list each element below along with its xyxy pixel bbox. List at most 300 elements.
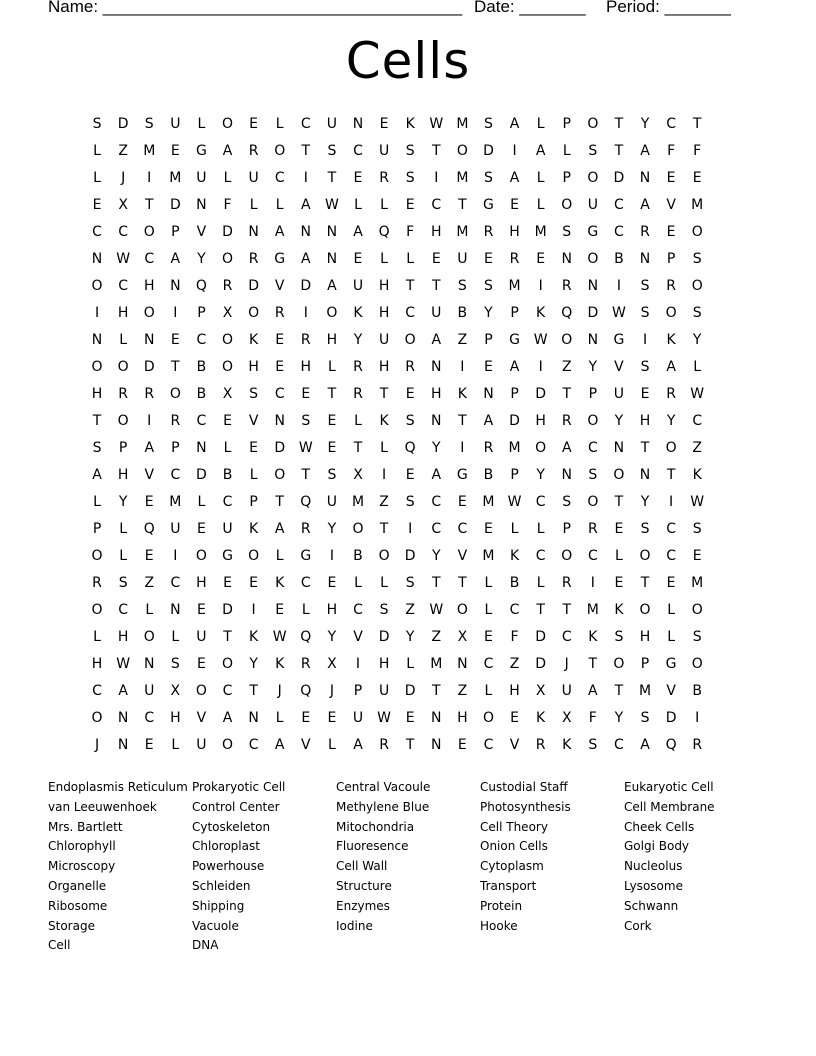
grid-letter[interactable]: E bbox=[666, 170, 676, 186]
grid-letter[interactable]: R bbox=[666, 278, 676, 294]
grid-letter[interactable]: W bbox=[507, 494, 522, 510]
grid-letter[interactable]: G bbox=[613, 332, 625, 348]
grid-letter[interactable]: R bbox=[692, 737, 703, 753]
grid-letter[interactable]: O bbox=[143, 224, 155, 240]
grid-letter[interactable]: C bbox=[118, 224, 129, 240]
grid-letter[interactable]: U bbox=[378, 683, 390, 699]
grid-letter[interactable]: H bbox=[170, 710, 181, 726]
grid-letter[interactable]: T bbox=[249, 683, 258, 699]
grid-letter[interactable]: S bbox=[640, 278, 650, 294]
grid-letter[interactable]: L bbox=[119, 521, 128, 537]
grid-letter[interactable]: V bbox=[144, 467, 155, 483]
grid-letter[interactable]: C bbox=[587, 440, 598, 456]
grid-letter[interactable]: I bbox=[408, 521, 413, 537]
grid-letter[interactable]: T bbox=[640, 440, 650, 456]
grid-letter[interactable]: E bbox=[484, 629, 493, 645]
grid-letter[interactable]: P bbox=[510, 386, 519, 402]
grid-letter[interactable]: A bbox=[327, 278, 337, 294]
grid-letter[interactable]: J bbox=[564, 656, 569, 672]
grid-letter[interactable]: O bbox=[169, 386, 181, 402]
grid-letter[interactable]: N bbox=[326, 251, 338, 267]
grid-letter[interactable]: E bbox=[301, 386, 311, 402]
grid-letter[interactable]: U bbox=[196, 629, 207, 645]
grid-letter[interactable]: X bbox=[222, 386, 233, 402]
grid-letter[interactable]: T bbox=[562, 386, 572, 402]
grid-letter[interactable]: O bbox=[326, 305, 338, 321]
grid-letter[interactable]: T bbox=[692, 116, 702, 132]
grid-letter[interactable]: O bbox=[613, 656, 625, 672]
grid-letter[interactable]: E bbox=[92, 197, 102, 213]
grid-letter[interactable]: I bbox=[147, 413, 152, 429]
grid-letter[interactable]: O bbox=[665, 305, 677, 321]
grid-letter[interactable]: S bbox=[692, 521, 702, 537]
grid-letter[interactable]: N bbox=[431, 710, 442, 726]
grid-letter[interactable]: T bbox=[379, 386, 389, 402]
grid-letter[interactable]: G bbox=[587, 224, 599, 240]
grid-letter[interactable]: C bbox=[222, 494, 233, 510]
grid-letter[interactable]: L bbox=[171, 737, 180, 753]
grid-letter[interactable]: K bbox=[692, 467, 702, 483]
grid-letter[interactable]: X bbox=[535, 683, 546, 699]
grid-letter[interactable]: U bbox=[431, 305, 442, 321]
grid-letter[interactable]: P bbox=[666, 251, 676, 267]
grid-letter[interactable]: L bbox=[406, 251, 415, 267]
grid-letter[interactable]: D bbox=[222, 224, 233, 240]
grid-letter[interactable]: K bbox=[562, 737, 572, 753]
grid-letter[interactable]: V bbox=[666, 683, 676, 699]
grid-letter[interactable]: O bbox=[613, 467, 625, 483]
grid-letter[interactable]: R bbox=[353, 359, 363, 375]
grid-letter[interactable]: Z bbox=[118, 143, 128, 159]
grid-letter[interactable]: D bbox=[535, 629, 547, 645]
grid-letter[interactable]: Z bbox=[692, 440, 702, 456]
grid-letter[interactable]: C bbox=[431, 494, 442, 510]
grid-letter[interactable]: W bbox=[272, 629, 287, 645]
grid-letter[interactable]: R bbox=[509, 251, 520, 267]
grid-letter[interactable]: U bbox=[561, 683, 572, 699]
grid-letter[interactable]: I bbox=[512, 143, 517, 159]
grid-letter[interactable]: C bbox=[614, 737, 624, 753]
grid-letter[interactable]: T bbox=[379, 521, 389, 537]
grid-letter[interactable]: I bbox=[538, 359, 543, 375]
grid-letter[interactable]: L bbox=[327, 737, 336, 753]
grid-letter[interactable]: L bbox=[380, 440, 388, 456]
grid-letter[interactable]: T bbox=[223, 629, 232, 645]
grid-letter[interactable]: L bbox=[275, 116, 284, 132]
grid-letter[interactable]: H bbox=[91, 656, 103, 672]
grid-letter[interactable]: H bbox=[300, 359, 312, 375]
grid-letter[interactable]: A bbox=[144, 440, 155, 456]
grid-letter[interactable]: O bbox=[561, 548, 573, 564]
grid-letter[interactable]: Q bbox=[300, 683, 312, 699]
grid-letter[interactable]: T bbox=[614, 683, 624, 699]
grid-letter[interactable]: S bbox=[92, 440, 102, 456]
grid-letter[interactable]: D bbox=[509, 413, 520, 429]
grid-letter[interactable]: T bbox=[458, 575, 467, 591]
grid-letter[interactable]: W bbox=[377, 710, 391, 726]
grid-letter[interactable]: S bbox=[588, 737, 598, 753]
grid-letter[interactable]: C bbox=[248, 737, 259, 753]
grid-letter[interactable]: K bbox=[353, 305, 363, 321]
grid-letter[interactable]: N bbox=[117, 737, 129, 753]
grid-letter[interactable]: S bbox=[692, 305, 702, 321]
grid-letter[interactable]: T bbox=[144, 197, 154, 213]
grid-letter[interactable]: U bbox=[457, 251, 468, 267]
grid-letter[interactable]: Y bbox=[353, 332, 363, 348]
grid-letter[interactable]: F bbox=[223, 197, 232, 213]
grid-letter[interactable]: Y bbox=[197, 251, 206, 267]
grid-letter[interactable]: N bbox=[561, 467, 572, 483]
grid-letter[interactable]: N bbox=[91, 251, 103, 267]
grid-letter[interactable]: I bbox=[251, 602, 256, 618]
grid-letter[interactable]: J bbox=[329, 683, 334, 699]
grid-letter[interactable]: P bbox=[171, 440, 180, 456]
grid-letter[interactable]: A bbox=[535, 143, 546, 159]
grid-letter[interactable]: S bbox=[405, 575, 415, 591]
grid-letter[interactable]: A bbox=[509, 359, 520, 375]
grid-letter[interactable]: Y bbox=[431, 548, 441, 564]
grid-letter[interactable]: O bbox=[222, 332, 234, 348]
grid-letter[interactable]: Z bbox=[457, 683, 468, 699]
grid-letter[interactable]: E bbox=[510, 197, 519, 213]
grid-letter[interactable]: S bbox=[92, 116, 102, 132]
grid-letter[interactable]: Q bbox=[404, 440, 416, 456]
grid-letter[interactable]: Y bbox=[588, 359, 598, 375]
grid-letter[interactable]: E bbox=[170, 143, 180, 159]
grid-letter[interactable]: S bbox=[457, 278, 467, 294]
grid-letter[interactable]: C bbox=[509, 602, 520, 618]
grid-letter[interactable]: E bbox=[301, 710, 311, 726]
grid-letter[interactable]: R bbox=[248, 251, 259, 267]
grid-letter[interactable]: T bbox=[353, 440, 363, 456]
grid-letter[interactable]: C bbox=[431, 521, 442, 537]
grid-letter[interactable]: K bbox=[249, 629, 259, 645]
grid-letter[interactable]: I bbox=[434, 170, 439, 186]
grid-letter[interactable]: L bbox=[536, 197, 545, 213]
grid-letter[interactable]: A bbox=[431, 467, 442, 483]
grid-letter[interactable]: L bbox=[275, 197, 284, 213]
grid-letter[interactable]: R bbox=[640, 224, 650, 240]
grid-letter[interactable]: Y bbox=[484, 305, 493, 321]
grid-letter[interactable]: T bbox=[614, 494, 624, 510]
grid-letter[interactable]: L bbox=[171, 629, 180, 645]
grid-letter[interactable]: E bbox=[196, 521, 206, 537]
grid-letter[interactable]: H bbox=[378, 656, 390, 672]
grid-letter[interactable]: N bbox=[483, 386, 494, 402]
grid-letter[interactable]: D bbox=[535, 386, 547, 402]
grid-letter[interactable]: L bbox=[406, 656, 415, 672]
grid-letter[interactable]: O bbox=[378, 548, 390, 564]
grid-letter[interactable]: N bbox=[248, 224, 259, 240]
grid-letter[interactable]: E bbox=[249, 440, 259, 456]
grid-letter[interactable]: R bbox=[561, 575, 572, 591]
grid-letter[interactable]: P bbox=[510, 467, 519, 483]
grid-letter[interactable]: M bbox=[169, 170, 182, 186]
grid-letter[interactable]: X bbox=[327, 656, 337, 672]
grid-letter[interactable]: M bbox=[508, 440, 521, 456]
grid-letter[interactable]: A bbox=[222, 710, 233, 726]
grid-letter[interactable]: H bbox=[509, 683, 520, 699]
grid-letter[interactable]: E bbox=[327, 575, 337, 591]
grid-letter[interactable]: O bbox=[195, 548, 207, 564]
grid-letter[interactable]: C bbox=[196, 413, 207, 429]
grid-letter[interactable]: N bbox=[431, 737, 442, 753]
grid-letter[interactable]: C bbox=[353, 602, 363, 618]
grid-letter[interactable]: E bbox=[666, 575, 676, 591]
grid-letter[interactable]: O bbox=[587, 251, 599, 267]
grid-letter[interactable]: H bbox=[117, 629, 129, 645]
grid-letter[interactable]: E bbox=[692, 170, 702, 186]
grid-letter[interactable]: R bbox=[118, 386, 128, 402]
grid-letter[interactable]: A bbox=[509, 116, 520, 132]
grid-letter[interactable]: A bbox=[274, 521, 285, 537]
grid-letter[interactable]: U bbox=[326, 116, 338, 132]
grid-letter[interactable]: W bbox=[690, 386, 705, 402]
grid-letter[interactable]: I bbox=[460, 359, 465, 375]
grid-letter[interactable]: M bbox=[482, 494, 495, 510]
grid-letter[interactable]: T bbox=[666, 467, 676, 483]
grid-letter[interactable]: N bbox=[91, 332, 103, 348]
grid-letter[interactable]: K bbox=[457, 386, 467, 402]
grid-letter[interactable]: T bbox=[92, 413, 102, 429]
grid-letter[interactable]: K bbox=[275, 656, 285, 672]
grid-letter[interactable]: A bbox=[274, 224, 285, 240]
grid-letter[interactable]: O bbox=[665, 440, 677, 456]
grid-letter[interactable]: E bbox=[405, 710, 415, 726]
grid-letter[interactable]: W bbox=[533, 332, 548, 348]
grid-letter[interactable]: O bbox=[482, 710, 494, 726]
grid-letter[interactable]: E bbox=[327, 710, 337, 726]
grid-letter[interactable]: D bbox=[665, 710, 677, 726]
grid-letter[interactable]: L bbox=[249, 467, 258, 483]
grid-letter[interactable]: R bbox=[274, 305, 285, 321]
grid-letter[interactable]: U bbox=[144, 683, 155, 699]
grid-letter[interactable]: F bbox=[510, 629, 519, 645]
grid-letter[interactable]: Q bbox=[378, 224, 390, 240]
grid-letter[interactable]: S bbox=[249, 386, 259, 402]
grid-letter[interactable]: M bbox=[456, 170, 469, 186]
grid-letter[interactable]: C bbox=[535, 494, 546, 510]
grid-letter[interactable]: M bbox=[456, 224, 469, 240]
grid-letter[interactable]: E bbox=[249, 116, 259, 132]
grid-letter[interactable]: L bbox=[354, 197, 362, 213]
grid-letter[interactable]: S bbox=[484, 278, 493, 294]
grid-letter[interactable]: A bbox=[274, 737, 285, 753]
grid-letter[interactable]: N bbox=[457, 656, 468, 672]
grid-letter[interactable]: N bbox=[326, 224, 338, 240]
grid-letter[interactable]: C bbox=[692, 413, 703, 429]
grid-letter[interactable]: L bbox=[536, 116, 545, 132]
grid-letter[interactable]: F bbox=[406, 224, 415, 240]
grid-letter[interactable]: O bbox=[639, 548, 651, 564]
grid-letter[interactable]: U bbox=[613, 386, 625, 402]
grid-letter[interactable]: S bbox=[562, 494, 572, 510]
grid-letter[interactable]: R bbox=[666, 386, 676, 402]
grid-letter[interactable]: L bbox=[275, 710, 284, 726]
grid-letter[interactable]: L bbox=[354, 413, 362, 429]
grid-letter[interactable]: O bbox=[91, 548, 103, 564]
grid-letter[interactable]: E bbox=[405, 197, 415, 213]
grid-letter[interactable]: M bbox=[691, 575, 704, 591]
grid-letter[interactable]: M bbox=[430, 656, 443, 672]
grid-letter[interactable]: L bbox=[484, 602, 493, 618]
grid-letter[interactable]: B bbox=[353, 548, 363, 564]
grid-letter[interactable]: L bbox=[380, 575, 388, 591]
grid-letter[interactable]: A bbox=[483, 413, 494, 429]
grid-letter[interactable]: T bbox=[431, 575, 441, 591]
grid-letter[interactable]: L bbox=[93, 170, 101, 186]
grid-letter[interactable]: R bbox=[379, 170, 389, 186]
grid-letter[interactable]: B bbox=[692, 683, 702, 699]
grid-letter[interactable]: D bbox=[300, 278, 312, 294]
grid-letter[interactable]: A bbox=[588, 683, 598, 699]
grid-letter[interactable]: A bbox=[640, 737, 650, 753]
grid-letter[interactable]: A bbox=[301, 197, 311, 213]
grid-letter[interactable]: J bbox=[94, 737, 100, 753]
grid-letter[interactable]: O bbox=[274, 467, 286, 483]
grid-letter[interactable]: K bbox=[249, 332, 259, 348]
grid-letter[interactable]: H bbox=[431, 224, 442, 240]
grid-letter[interactable]: D bbox=[248, 278, 259, 294]
grid-letter[interactable]: P bbox=[562, 521, 571, 537]
grid-letter[interactable]: T bbox=[458, 197, 467, 213]
grid-letter[interactable]: F bbox=[588, 710, 597, 726]
grid-letter[interactable]: M bbox=[482, 548, 495, 564]
grid-letter[interactable]: L bbox=[275, 548, 284, 564]
grid-letter[interactable]: H bbox=[326, 602, 338, 618]
grid-letter[interactable]: U bbox=[248, 170, 259, 186]
grid-letter[interactable]: C bbox=[144, 710, 155, 726]
grid-letter[interactable]: U bbox=[352, 710, 364, 726]
grid-letter[interactable]: K bbox=[275, 575, 285, 591]
grid-letter[interactable]: O bbox=[91, 278, 103, 294]
grid-letter[interactable]: B bbox=[614, 251, 624, 267]
grid-letter[interactable]: O bbox=[561, 197, 573, 213]
grid-letter[interactable]: O bbox=[456, 602, 468, 618]
grid-letter[interactable]: Z bbox=[405, 602, 415, 618]
grid-letter[interactable]: C bbox=[483, 656, 494, 672]
grid-letter[interactable]: O bbox=[639, 602, 651, 618]
grid-letter[interactable]: R bbox=[222, 278, 233, 294]
grid-letter[interactable]: H bbox=[378, 359, 390, 375]
grid-letter[interactable]: T bbox=[588, 656, 598, 672]
grid-letter[interactable]: I bbox=[642, 332, 648, 348]
grid-letter[interactable]: A bbox=[431, 332, 442, 348]
grid-letter[interactable]: T bbox=[536, 602, 545, 618]
grid-letter[interactable]: E bbox=[196, 656, 206, 672]
grid-letter[interactable]: D bbox=[483, 143, 494, 159]
grid-letter[interactable]: E bbox=[275, 332, 285, 348]
grid-letter[interactable]: T bbox=[614, 143, 624, 159]
grid-letter[interactable]: T bbox=[405, 737, 415, 753]
grid-letter[interactable]: X bbox=[457, 629, 468, 645]
grid-letter[interactable]: H bbox=[639, 629, 651, 645]
grid-letter[interactable]: D bbox=[222, 602, 233, 618]
grid-letter[interactable]: P bbox=[171, 224, 180, 240]
grid-letter[interactable]: D bbox=[378, 629, 390, 645]
grid-letter[interactable]: D bbox=[196, 467, 207, 483]
grid-letter[interactable]: V bbox=[457, 548, 468, 564]
grid-letter[interactable]: L bbox=[536, 521, 545, 537]
grid-letter[interactable]: E bbox=[405, 467, 415, 483]
grid-letter[interactable]: K bbox=[666, 332, 676, 348]
grid-letter[interactable]: O bbox=[691, 656, 703, 672]
grid-letter[interactable]: G bbox=[274, 251, 286, 267]
grid-letter[interactable]: K bbox=[536, 305, 546, 321]
grid-letter[interactable]: S bbox=[144, 116, 154, 132]
grid-letter[interactable]: M bbox=[586, 602, 599, 618]
grid-letter[interactable]: U bbox=[196, 170, 207, 186]
grid-letter[interactable]: E bbox=[379, 116, 389, 132]
grid-letter[interactable]: U bbox=[352, 278, 364, 294]
grid-letter[interactable]: N bbox=[613, 440, 625, 456]
grid-letter[interactable]: B bbox=[196, 386, 207, 402]
grid-letter[interactable]: H bbox=[378, 278, 390, 294]
grid-letter[interactable]: N bbox=[639, 170, 651, 186]
grid-letter[interactable]: E bbox=[170, 332, 180, 348]
grid-letter[interactable]: R bbox=[535, 737, 546, 753]
grid-letter[interactable]: V bbox=[353, 629, 363, 645]
grid-letter[interactable]: K bbox=[588, 629, 598, 645]
grid-letter[interactable]: H bbox=[378, 305, 390, 321]
grid-letter[interactable]: U bbox=[587, 197, 598, 213]
grid-letter[interactable]: C bbox=[92, 683, 102, 699]
grid-letter[interactable]: C bbox=[274, 386, 285, 402]
grid-letter[interactable]: X bbox=[222, 305, 233, 321]
grid-letter[interactable]: B bbox=[483, 467, 494, 483]
grid-letter[interactable]: X bbox=[170, 683, 181, 699]
grid-letter[interactable]: H bbox=[91, 386, 103, 402]
grid-letter[interactable]: A bbox=[509, 170, 520, 186]
grid-letter[interactable]: L bbox=[327, 359, 336, 375]
grid-letter[interactable]: U bbox=[170, 521, 181, 537]
grid-letter[interactable]: R bbox=[144, 386, 155, 402]
grid-letter[interactable]: G bbox=[456, 467, 468, 483]
grid-letter[interactable]: P bbox=[353, 683, 363, 699]
grid-letter[interactable]: O bbox=[352, 521, 364, 537]
grid-letter[interactable]: C bbox=[118, 602, 129, 618]
grid-letter[interactable]: O bbox=[91, 359, 103, 375]
grid-letter[interactable]: N bbox=[170, 278, 181, 294]
grid-letter[interactable]: T bbox=[327, 386, 337, 402]
grid-letter[interactable]: E bbox=[510, 710, 519, 726]
grid-letter[interactable]: N bbox=[170, 602, 181, 618]
grid-letter[interactable]: N bbox=[143, 656, 155, 672]
grid-letter[interactable]: A bbox=[640, 197, 650, 213]
grid-letter[interactable]: R bbox=[561, 278, 572, 294]
grid-letter[interactable]: H bbox=[457, 710, 468, 726]
grid-letter[interactable]: S bbox=[170, 656, 180, 672]
grid-letter[interactable]: G bbox=[195, 143, 207, 159]
grid-letter[interactable]: U bbox=[196, 737, 207, 753]
grid-letter[interactable]: S bbox=[588, 143, 598, 159]
grid-letter[interactable]: M bbox=[456, 116, 469, 132]
grid-letter[interactable]: P bbox=[588, 386, 598, 402]
grid-letter[interactable]: M bbox=[691, 197, 704, 213]
grid-letter[interactable]: Z bbox=[144, 575, 155, 591]
grid-letter[interactable]: W bbox=[690, 494, 705, 510]
grid-letter[interactable]: T bbox=[431, 683, 441, 699]
grid-letter[interactable]: I bbox=[538, 278, 543, 294]
grid-letter[interactable]: C bbox=[666, 521, 676, 537]
grid-letter[interactable]: P bbox=[92, 521, 102, 537]
grid-letter[interactable]: O bbox=[195, 683, 207, 699]
grid-letter[interactable]: S bbox=[640, 710, 650, 726]
grid-letter[interactable]: R bbox=[248, 143, 259, 159]
grid-letter[interactable]: L bbox=[249, 197, 258, 213]
grid-letter[interactable]: H bbox=[535, 413, 546, 429]
grid-letter[interactable]: L bbox=[93, 143, 101, 159]
